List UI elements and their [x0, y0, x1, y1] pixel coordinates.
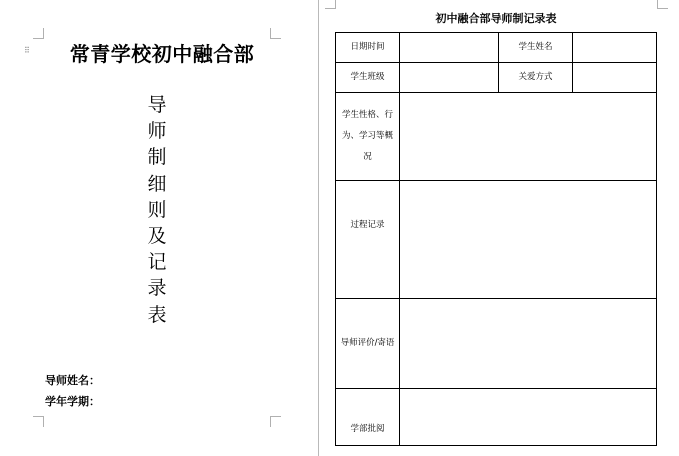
title-char: 则	[147, 198, 167, 221]
student-class-field[interactable]	[400, 63, 498, 92]
title-char: 记	[147, 251, 167, 274]
date-time-field[interactable]	[400, 33, 498, 62]
page-divider	[318, 0, 319, 456]
title-char: 及	[147, 224, 167, 247]
dept-review-field[interactable]	[400, 389, 656, 445]
title-char: 师	[147, 120, 167, 143]
dept-review-label: 学部批阅	[350, 423, 385, 434]
crop-mark-top-right	[657, 0, 668, 9]
crop-mark-bottom-left	[33, 416, 44, 427]
school-name: 常青学校初中融合部	[69, 42, 255, 66]
care-method-label: 关爱方式	[518, 72, 553, 82]
record-table-title: 初中融合部导师制记录表	[435, 12, 557, 25]
crop-mark-top-left	[33, 28, 44, 39]
title-char: 细	[147, 172, 167, 195]
crop-mark-top-right	[270, 28, 281, 39]
personality-label: 学生性格、行为、学习等概况	[341, 110, 393, 162]
vertical-document-title	[142, 92, 172, 328]
date-time-label: 日期时间	[350, 42, 385, 52]
record-table	[335, 32, 657, 446]
table-move-handle-icon[interactable]: ⠿	[24, 46, 30, 55]
student-class-label: 学生班级	[350, 72, 385, 82]
student-name-field[interactable]	[573, 33, 656, 62]
crop-mark-bottom-right	[270, 416, 281, 427]
evaluation-field[interactable]	[400, 299, 656, 388]
student-name-label: 学生姓名	[518, 42, 553, 52]
process-field[interactable]	[400, 181, 656, 298]
title-char: 录	[147, 277, 167, 300]
crop-mark-top-left	[325, 0, 336, 9]
care-method-field[interactable]	[573, 63, 656, 92]
personality-field[interactable]	[400, 93, 656, 180]
mentor-name-label: 导师姓名：	[45, 374, 100, 387]
process-label: 过程记录	[350, 219, 385, 230]
title-char: 导	[147, 94, 167, 116]
title-char: 表	[147, 303, 167, 326]
title-char: 制	[147, 146, 167, 169]
cover-page	[0, 0, 318, 456]
school-year-label: 学年学期：	[45, 395, 100, 408]
evaluation-label: 导师评价/寄语	[340, 338, 395, 348]
